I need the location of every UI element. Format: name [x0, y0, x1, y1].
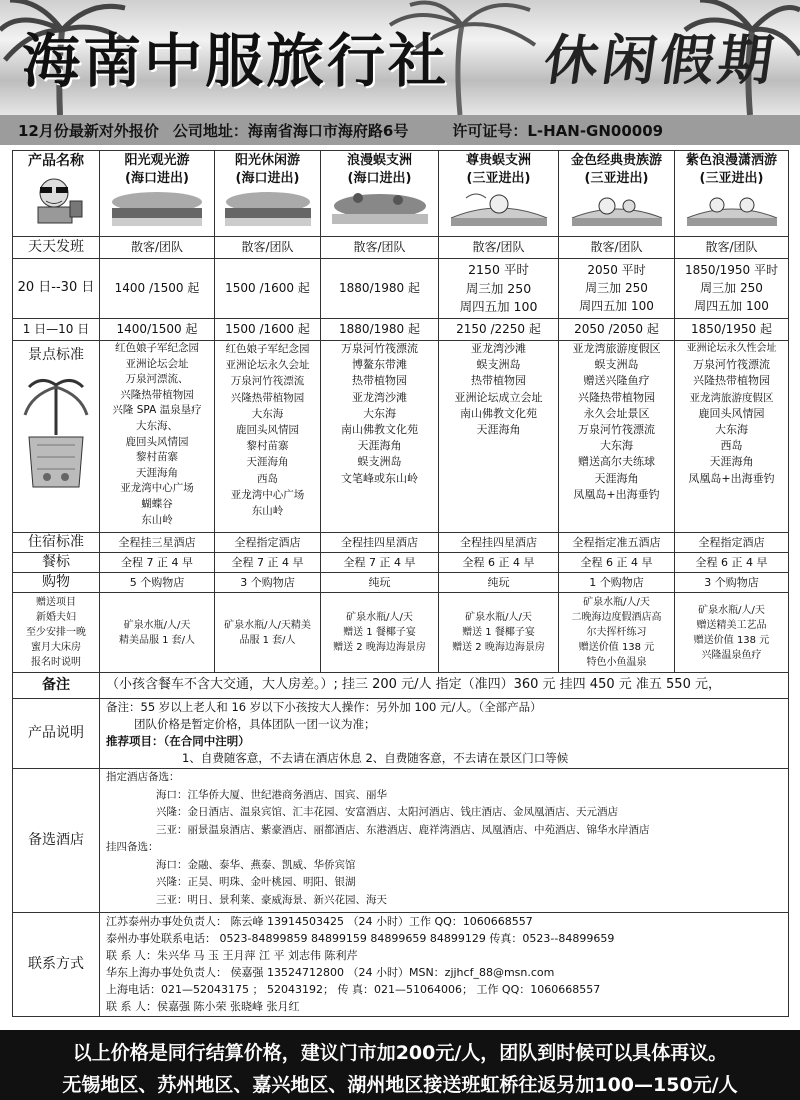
description-cell: [100, 699, 789, 769]
gift-label-line: 至少安排一晚: [26, 627, 86, 638]
price-line: 1880/1980 起: [339, 281, 420, 295]
price-line: 周三加 250: [465, 280, 532, 296]
shopping-cell: 纯玩: [321, 573, 439, 593]
price-line: 1500 /1600 起: [225, 281, 310, 295]
spot-item: 东山岭: [141, 513, 173, 526]
price-line: 1850/1950 平时: [685, 263, 778, 277]
spots-cell: [675, 341, 789, 533]
hotel-label: 住宿标准: [13, 533, 100, 553]
contact-line: 联 系 人：侯嘉强 陈小荣 张晓峰 张月红: [106, 1000, 300, 1013]
spots-cell: [100, 341, 215, 533]
product-cell: [100, 151, 215, 237]
alt-hotel-line: 挂四备选：: [106, 841, 159, 853]
daily-cell: 散客/团队: [439, 237, 559, 259]
price-cell: 2150 /2250 起: [439, 319, 559, 341]
gift-item: 兴隆温泉鱼疗: [701, 649, 762, 661]
price-cell: 1500 /1600 起: [215, 319, 321, 341]
spots-cell: [321, 341, 439, 533]
header-banner: [0, 0, 800, 115]
shopping-cell: 1 个购物店: [559, 573, 675, 593]
meal-cell: 全程 7 正 4 早: [215, 553, 321, 573]
cartoon-beach-icon: [567, 188, 667, 228]
gift-cell: [439, 593, 559, 673]
spot-item: 天涯海角: [476, 423, 521, 437]
hotel-cell: 全程挂三星酒店: [100, 533, 215, 553]
spots-cell: [439, 341, 559, 533]
cartoon-beach-icon: [446, 188, 552, 228]
spot-item: 亚龙湾沙滩: [471, 342, 526, 355]
contact-label: 联系方式: [13, 913, 100, 1017]
spot-item: 亚洲论坛会址: [125, 357, 189, 370]
spot-item: 万泉河竹筏漂流: [230, 375, 305, 388]
price-cell: [439, 259, 559, 319]
spot-item: 亚龙湾中心广场: [120, 482, 194, 495]
spot-item: 大东海: [251, 407, 284, 420]
product-route: (海口进出): [235, 170, 300, 186]
beach-bag-icon: [21, 375, 91, 495]
price-cell: [675, 259, 789, 319]
daily-cell: 散客/团队: [675, 237, 789, 259]
spot-item: 亚龙湾旅游度假区: [689, 391, 774, 404]
alt-hotel-label: 备选酒店: [13, 769, 100, 913]
spot-item: 天涯海角: [709, 455, 754, 469]
quote-label: 12月份最新对外报价: [18, 121, 159, 140]
remark-row: [13, 673, 789, 699]
shopping-label: 购物: [13, 573, 100, 593]
spot-item: 文笔峰或东山岭: [341, 471, 418, 485]
gift-item: 赠送 1 餐椰子宴: [343, 627, 416, 638]
spot-item: 黎村苗寨: [136, 451, 178, 464]
spot-item: 天涯海角: [136, 466, 178, 479]
price-cell: 1400/1500 起: [100, 319, 215, 341]
spot-item: 鹿回头风情园: [698, 406, 765, 420]
description-row: [13, 699, 789, 769]
meal-cell: 全程 7 正 4 早: [100, 553, 215, 573]
alt-hotel-line: 兴隆：金日酒店、温泉宾馆、汇丰花园、安富酒店、太阳河酒店、钱庄酒店、金凤凰酒店、天元酒店: [156, 806, 618, 818]
price-cell: 2050 /2050 起: [559, 319, 675, 341]
gift-cell: [559, 593, 675, 673]
gift-row: [13, 593, 789, 673]
spot-item: 兴隆热带植物园: [120, 388, 194, 401]
product-cell: [215, 151, 321, 237]
beach-photo-icon: [220, 188, 316, 228]
description-label: 产品说明: [13, 699, 100, 769]
spot-item: 赠送兴隆鱼疗: [583, 374, 650, 388]
spot-item: 鹿回头风情园: [236, 424, 299, 437]
gift-item: 矿泉水瓶/人/天: [123, 619, 191, 631]
daily-row: [13, 237, 789, 259]
product-label: 产品名称: [28, 153, 84, 169]
spot-item: 万泉河竹筏漂流: [341, 342, 418, 355]
spot-item: 永久会址景区: [583, 406, 650, 420]
product-name: 浪漫蜈支洲: [346, 153, 412, 168]
product-cell: [559, 151, 675, 237]
contact-line: 上海电话：021—52043175 ； 52043192； 传 真：021—51064006； 工作 QQ：1060668557: [106, 983, 601, 996]
agency-title: 海南中服旅行社: [22, 27, 450, 95]
footer-line-2: 无锡地区、苏州地区、嘉兴地区、湖州地区接送班虹桥往返另加100—150元/人: [62, 1074, 738, 1096]
price-cell: [100, 259, 215, 319]
gift-label-cell: [13, 593, 100, 673]
late-month-row: [13, 259, 789, 319]
daily-cell: 散客/团队: [215, 237, 321, 259]
spot-item: 黎村苗寨: [246, 440, 289, 453]
contact-cell: [100, 913, 789, 1017]
spot-item: 凤凰岛+出海垂钓: [688, 471, 775, 485]
footer-banner: [0, 1030, 800, 1100]
spots-label: 景点标准: [28, 347, 84, 363]
spot-item: 万泉河竹筏漂流: [693, 358, 770, 372]
product-cell: [439, 151, 559, 237]
price-line: 1400 /1500 起: [114, 281, 200, 295]
hotel-cell: 全程挂四星酒店: [321, 533, 439, 553]
description-line: 推荐项目：（在合同中注明）: [106, 734, 250, 748]
spot-item: 热带植物园: [352, 374, 407, 388]
product-name: 阳光观光游: [124, 153, 190, 168]
gift-item: 矿泉水瓶/人/天精美: [224, 619, 311, 631]
spot-item: 西岛: [720, 439, 743, 453]
product-route: (海口进出): [347, 170, 412, 186]
gift-item: 品服 1 套/人: [239, 634, 296, 646]
price-cell: 1850/1950 起: [675, 319, 789, 341]
gift-item: 矿泉水瓶/人/天: [346, 612, 413, 623]
early-month-row: [13, 319, 789, 341]
product-route: (三亚进出): [699, 170, 764, 186]
product-row: [13, 151, 789, 237]
spot-item: 南山佛教文化苑: [460, 406, 537, 420]
price-cell: 1880/1980 起: [321, 319, 439, 341]
island-photo-icon: [328, 188, 432, 228]
meal-row: [13, 553, 789, 573]
spot-item: 蜈支洲岛: [476, 358, 521, 372]
spot-item: 亚龙湾中心广场: [230, 488, 305, 501]
daily-label: 天天发班: [13, 237, 100, 259]
gift-label-line: 蜜月大床房: [31, 642, 81, 653]
alt-hotel-line: 海口：江华侨大厦、世纪港商务酒店、国宾、丽华: [156, 788, 387, 801]
alt-hotel-line: 三亚：丽景温泉酒店、紫豪酒店、丽都酒店、东港酒店、鹿祥湾酒店、凤凰酒店、中苑酒店、锦华水岸酒店: [156, 823, 650, 836]
shopping-row: [13, 573, 789, 593]
product-route: (三亚进出): [584, 170, 649, 186]
gift-item: 矿泉水瓶/人/天: [583, 597, 650, 608]
meal-cell: 全程 6 正 4 早: [675, 553, 789, 573]
gift-item: 赠送价值 138 元: [578, 642, 655, 653]
price-cell: [215, 259, 321, 319]
spot-item: 兴隆 SPA 温泉垦疗: [112, 404, 202, 417]
license-number: 许可证号：L-HAN-GN00009: [452, 121, 664, 140]
spot-item: 天涯海角: [357, 439, 402, 453]
shopping-cell: 纯玩: [439, 573, 559, 593]
daily-cell: 散客/团队: [321, 237, 439, 259]
spot-item: 凤凰岛+出海垂钓: [573, 487, 660, 501]
late-month-label: 20 日--30 日: [13, 259, 100, 319]
spot-item: 博鳌东带滩: [352, 358, 407, 372]
spot-item: 蝴蝶谷: [141, 497, 173, 510]
company-address: 公司地址：海南省海口市海府路6号: [172, 121, 409, 140]
product-name: 阳光休闲游: [234, 153, 300, 168]
price-line: 2050 平时: [587, 263, 646, 277]
contact-line: 联 系 人：朱兴华 马 玉 王月萍 江 平 刘志伟 陈利芹: [106, 949, 358, 962]
daily-cell: 散客/团队: [559, 237, 675, 259]
spot-item: 大东海: [600, 439, 633, 453]
remark-label: 备注: [13, 673, 100, 699]
info-bar: [0, 115, 800, 145]
spot-item: 红色娘子军纪念园: [225, 343, 310, 355]
alt-hotel-row: [13, 769, 789, 913]
spots-cell: [559, 341, 675, 533]
beach-photo-icon: [107, 188, 207, 228]
meal-label: 餐标: [13, 553, 100, 573]
spot-item: 亚龙湾旅游度假区: [572, 342, 661, 355]
price-cell: [321, 259, 439, 319]
alt-hotel-line: 海口：金融、泰华、燕泰、凯威、华侨宾馆: [156, 858, 356, 871]
spot-item: 天涯海角: [246, 456, 289, 469]
spot-item: 蜈支洲岛: [594, 358, 639, 372]
gift-cell: [215, 593, 321, 673]
spot-item: 亚洲论坛永久会址: [225, 359, 310, 372]
early-month-label: 1 日—10 日: [13, 319, 100, 341]
hotel-row: [13, 533, 789, 553]
shopping-cell: 3 个购物店: [675, 573, 789, 593]
spot-item: 热带植物园: [471, 374, 526, 388]
footer-line-1: 以上价格是同行结算价格，建议门市加200元/人，团队到时候可以具体再议。: [72, 1042, 728, 1064]
gift-item: 特色小鱼温泉: [586, 657, 647, 668]
contact-row: [13, 913, 789, 1017]
daily-cell: 散客/团队: [100, 237, 215, 259]
spots-cell: [215, 341, 321, 533]
price-line: 周四五加 100: [459, 299, 538, 315]
spot-item: 兴隆热带植物园: [578, 390, 655, 404]
spot-item: 兴隆热带植物园: [230, 391, 305, 404]
product-route: (海口进出): [125, 170, 189, 186]
price-line: 2150 平时: [468, 262, 529, 278]
gift-item: 赠送 2 晚海边海景房: [333, 642, 426, 653]
gift-item: 二晚海边度假酒店高: [571, 612, 662, 623]
spot-item: 赠送高尔夫练球: [578, 455, 655, 469]
alt-hotel-line: 三亚：明日、景利莱、豪威海景、新兴花园、海天: [156, 893, 387, 906]
remark-text: （小孩含餐车不含大交通，大人房差。）; 挂三 200 元/人 指定（准四）360 元 挂四 450 元 准五 550 元，: [100, 673, 789, 699]
spot-item: 东山岭: [251, 505, 284, 518]
hotel-cell: 全程指定酒店: [675, 533, 789, 553]
spot-item: 西岛: [257, 472, 278, 485]
spot-item: 万泉河漂流、: [125, 373, 189, 386]
product-cell: [675, 151, 789, 237]
price-line: 周四五加 100: [579, 299, 654, 313]
alt-hotel-line: 兴隆：正昊、明珠、金叶桃园、明阳、银湖: [156, 876, 356, 888]
gift-label-line: 新婚夫妇: [36, 612, 76, 623]
meal-cell: 全程 6 正 4 早: [439, 553, 559, 573]
description-line: 团队价格是暂定价格，具体团队一团一议为准；: [134, 717, 376, 731]
price-line: 周四五加 100: [694, 299, 769, 313]
hotel-cell: 全程指定酒店: [215, 533, 321, 553]
spot-item: 鹿回头风情园: [125, 435, 189, 448]
gift-item: 赠送 2 晚海边海景房: [452, 642, 545, 653]
spot-item: 大东海、: [136, 419, 178, 432]
gift-item: 赠送价值 138 元: [693, 634, 770, 646]
gift-item: 尔夫挥杆练习: [586, 627, 647, 638]
gift-cell: [321, 593, 439, 673]
gift-label-line: 赠送项目: [36, 597, 76, 608]
product-route: (三亚进出): [466, 170, 531, 186]
spots-label-cell: [13, 341, 100, 533]
product-label-cell: [13, 151, 100, 237]
spot-item: 天涯海角: [594, 471, 639, 485]
spot-item: 万泉河竹筏漂流: [578, 423, 655, 437]
price-cell: [559, 259, 675, 319]
product-name: 金色经典贵族游: [570, 153, 662, 168]
shopping-cell: 3 个购物店: [215, 573, 321, 593]
spots-row: [13, 341, 789, 533]
hotel-cell: 全程指定准五酒店: [559, 533, 675, 553]
shopping-cell: 5 个购物店: [100, 573, 215, 593]
price-line: 周三加 250: [585, 281, 648, 295]
contact-line: 江苏泰州办事处负责人： 陈云峰 13914503425 （24 小时）工作 QQ：1060668557: [106, 915, 533, 928]
hotel-cell: 全程挂四星酒店: [439, 533, 559, 553]
spot-item: 大东海: [715, 423, 748, 437]
contact-line: 华东上海办事处负责人： 侯嘉强 13524712800 （24 小时）MSN：zjjhcf_88@msn.com: [106, 966, 555, 979]
product-cell: [321, 151, 439, 237]
gift-label-line: 报名时说明: [31, 657, 81, 668]
contact-line: 泰州办事处联系电话： 0523-84899859 84899159 84899659 84899129 传真：0523--84899659: [106, 932, 615, 945]
spot-item: 亚洲论坛永久性会址: [686, 343, 777, 354]
price-line: 周三加 250: [700, 281, 763, 295]
gift-cell: [100, 593, 215, 673]
gift-item: 赠送精美工艺品: [696, 619, 767, 631]
description-line: 备注：55 岁以上老人和 16 岁以下小孩按大人操作：另外加 100 元/人。（全部产品）: [106, 700, 542, 714]
spot-item: 亚洲论坛成立会址: [454, 390, 543, 404]
spot-item: 红色娘子军纪念园: [115, 342, 199, 354]
spot-item: 亚龙湾沙滩: [352, 390, 407, 404]
alt-hotel-line: 指定酒店备选：: [106, 771, 180, 783]
gift-item: 矿泉水瓶/人/天: [465, 612, 532, 623]
product-name: 尊贵蜈支洲: [465, 153, 531, 168]
meal-cell: 全程 7 正 4 早: [321, 553, 439, 573]
product-name: 紫色浪漫潇洒游: [685, 153, 777, 168]
meal-cell: 全程 6 正 4 早: [559, 553, 675, 573]
gift-item: 赠送 1 餐椰子宴: [462, 627, 535, 638]
spot-item: 兴隆热带植物园: [693, 374, 770, 388]
sunglasses-guy-icon: [26, 173, 86, 225]
spot-item: 蜈支洲岛: [357, 455, 402, 469]
cartoon-beach-icon: [682, 188, 782, 228]
gift-item: 精美品服 1 套/人: [118, 634, 196, 646]
price-table: [12, 150, 789, 1017]
spot-item: 大东海: [363, 406, 396, 420]
alt-hotel-cell: [100, 769, 789, 913]
spot-item: 南山佛教文化苑: [341, 423, 418, 437]
slogan: 休闲假期: [540, 28, 782, 92]
description-line: 1、自费随客意，不去请在酒店休息 2、自费随客意，不去请在景区门口等候: [182, 751, 569, 765]
gift-item: 矿泉水瓶/人/天: [698, 604, 765, 616]
gift-cell: [675, 593, 789, 673]
